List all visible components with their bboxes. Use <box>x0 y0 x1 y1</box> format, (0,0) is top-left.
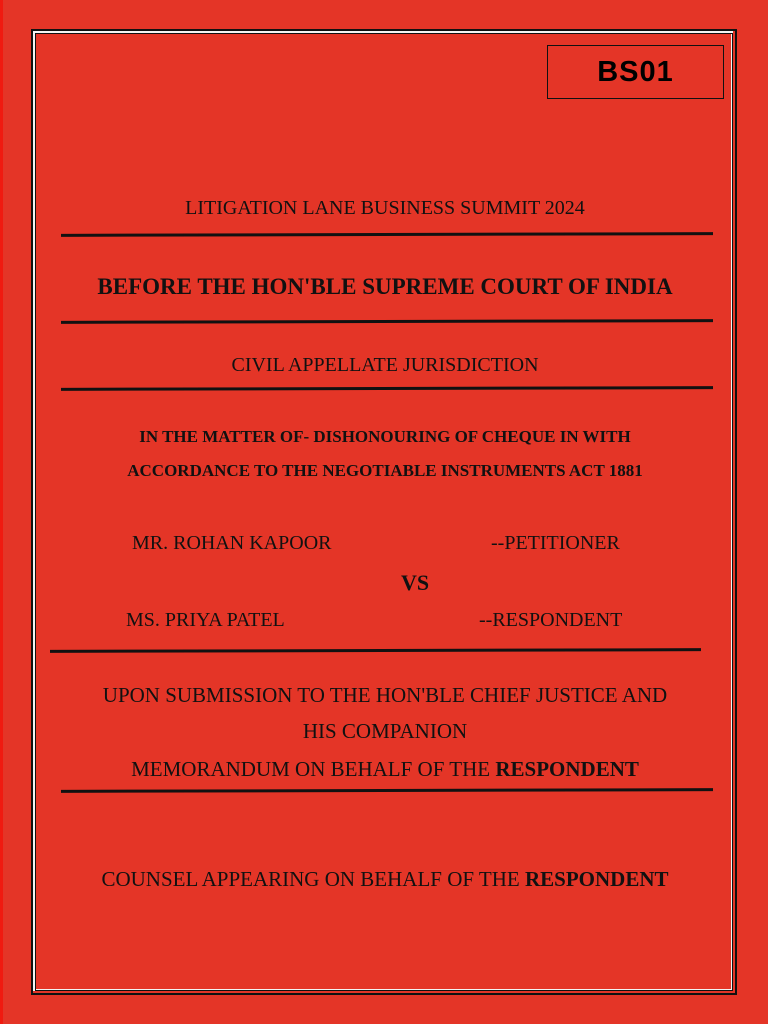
submission-line-2: HIS COMPANION <box>302 719 468 743</box>
team-code: BS01 <box>597 55 674 88</box>
memorandum-prefix: MEMORANDUM ON BEHALF OF THE <box>131 757 496 781</box>
petitioner-role: --PETITIONER <box>491 532 620 554</box>
summit-title: LITIGATION LANE BUSINESS SUMMIT 2024 <box>185 197 585 219</box>
respondent-role: --RESPONDENT <box>479 609 623 631</box>
court-heading: BEFORE THE HON'BLE SUPREME COURT OF INDIA <box>97 274 673 299</box>
memorandum-party: RESPONDENT <box>495 757 639 781</box>
respondent-name: MS. PRIYA PATEL <box>126 609 285 631</box>
counsel-party: RESPONDENT <box>525 867 669 891</box>
counsel-line <box>40 867 730 892</box>
counsel-prefix: COUNSEL APPEARING ON BEHALF OF THE <box>101 867 525 891</box>
memorandum-line <box>40 757 730 782</box>
matter-line-1: IN THE MATTER OF- DISHONOURING OF CHEQUE IN WITH <box>139 427 631 446</box>
submission-line-1: UPON SUBMISSION TO THE HON'BLE CHIEF JUSTICE AND <box>102 683 668 707</box>
matter-line-2: ACCORDANCE TO THE NEGOTIABLE INSTRUMENTS ACT 1881 <box>127 461 643 480</box>
inner-border <box>35 33 733 991</box>
page-edge <box>0 0 3 1024</box>
jurisdiction-heading: CIVIL APPELLATE JURISDICTION <box>231 354 539 376</box>
team-code-box <box>547 45 724 99</box>
petitioner-name: MR. ROHAN KAPOOR <box>132 532 332 554</box>
versus-label: VS <box>400 570 430 595</box>
